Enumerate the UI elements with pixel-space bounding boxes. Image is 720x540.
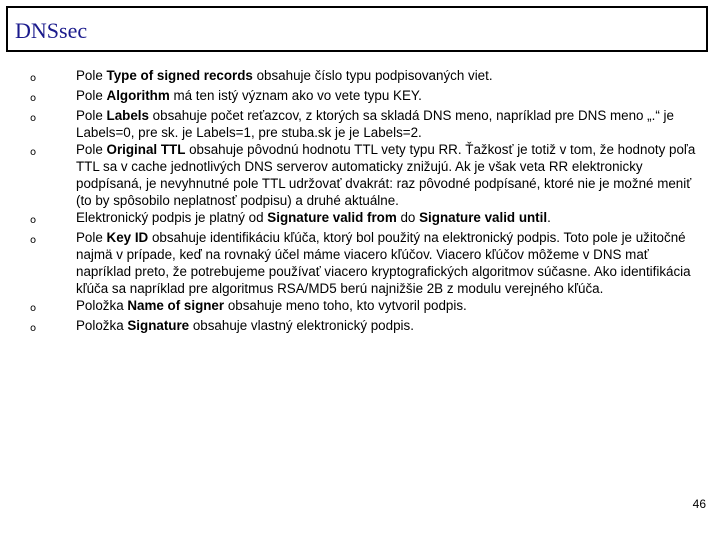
list-item [30,317,710,337]
bullet-icon: o [30,303,37,314]
bullet-list [30,67,710,337]
title-box [6,6,708,52]
bullet-icon: o [30,73,37,84]
list-item [30,107,710,141]
bullet-icon: o [30,235,37,246]
list-item-text: Položka Signature obsahuje vlastný elektronický podpis. [76,318,414,333]
bullet-icon: o [30,93,37,104]
page-number: 46 [692,497,706,511]
list-item-text: Elektronický podpis je platný od Signature valid from do Signature valid until. [76,210,551,225]
list-item [30,297,710,317]
list-item [30,141,710,209]
bullet-icon: o [30,215,37,226]
list-item-text: Pole Labels obsahuje počet reťazcov, z ktorých sa skladá DNS meno, napríklad pre DNS meno „.“ je Labels=0, pre sk. je Labels=1, pre stuba.sk je je Labels=2. [76,108,674,140]
slide-title: DNSsec [15,18,88,43]
list-item-text: Pole Original TTL obsahuje pôvodnú hodnotu TTL vety typu RR. Ťažkosť je totiž v tom, že hodnoty poľa TTL sa v cache jednotlivých DNS serverov automaticky znižujú. Ak je však veta RR elektronicky podpísaná, je nevyhnutné pole TTL udržovať dvakrát: raz pôvodné podpísané, ktoré nie je možné meniť (to by spôsobilo neplatnosť podpisu) a druhé aktuálne. [76,142,696,208]
bullet-icon: o [30,323,37,334]
bullet-icon: o [30,113,37,124]
list-item-text: Položka Name of signer obsahuje meno toho, kto vytvoril podpis. [76,298,467,313]
list-item-text: Pole Type of signed records obsahuje číslo typu podpisovaných viet. [76,68,493,83]
list-item [30,87,710,107]
bullet-icon: o [30,147,37,158]
list-item-text: Pole Key ID obsahuje identifikáciu kľúča, ktorý bol použitý na elektronický podpis. Toto pole je užitočné najmä v prípade, keď na rovnaký účel máme viacero kľúčov. Viacero kľúčov môžeme v DNS mať napríklad preto, že potrebujeme používať viacero kryptografických algoritmov súčasne. Ako identifikácia kľúča sa napríklad pre algoritmus RSA/MD5 berú najnižšie 2B z modulu verejného kľúča. [76,230,691,296]
list-item [30,67,710,87]
list-item [30,209,710,229]
list-item [30,229,710,297]
list-item-text: Pole Algorithm má ten istý význam ako vo vete typu KEY. [76,88,422,103]
